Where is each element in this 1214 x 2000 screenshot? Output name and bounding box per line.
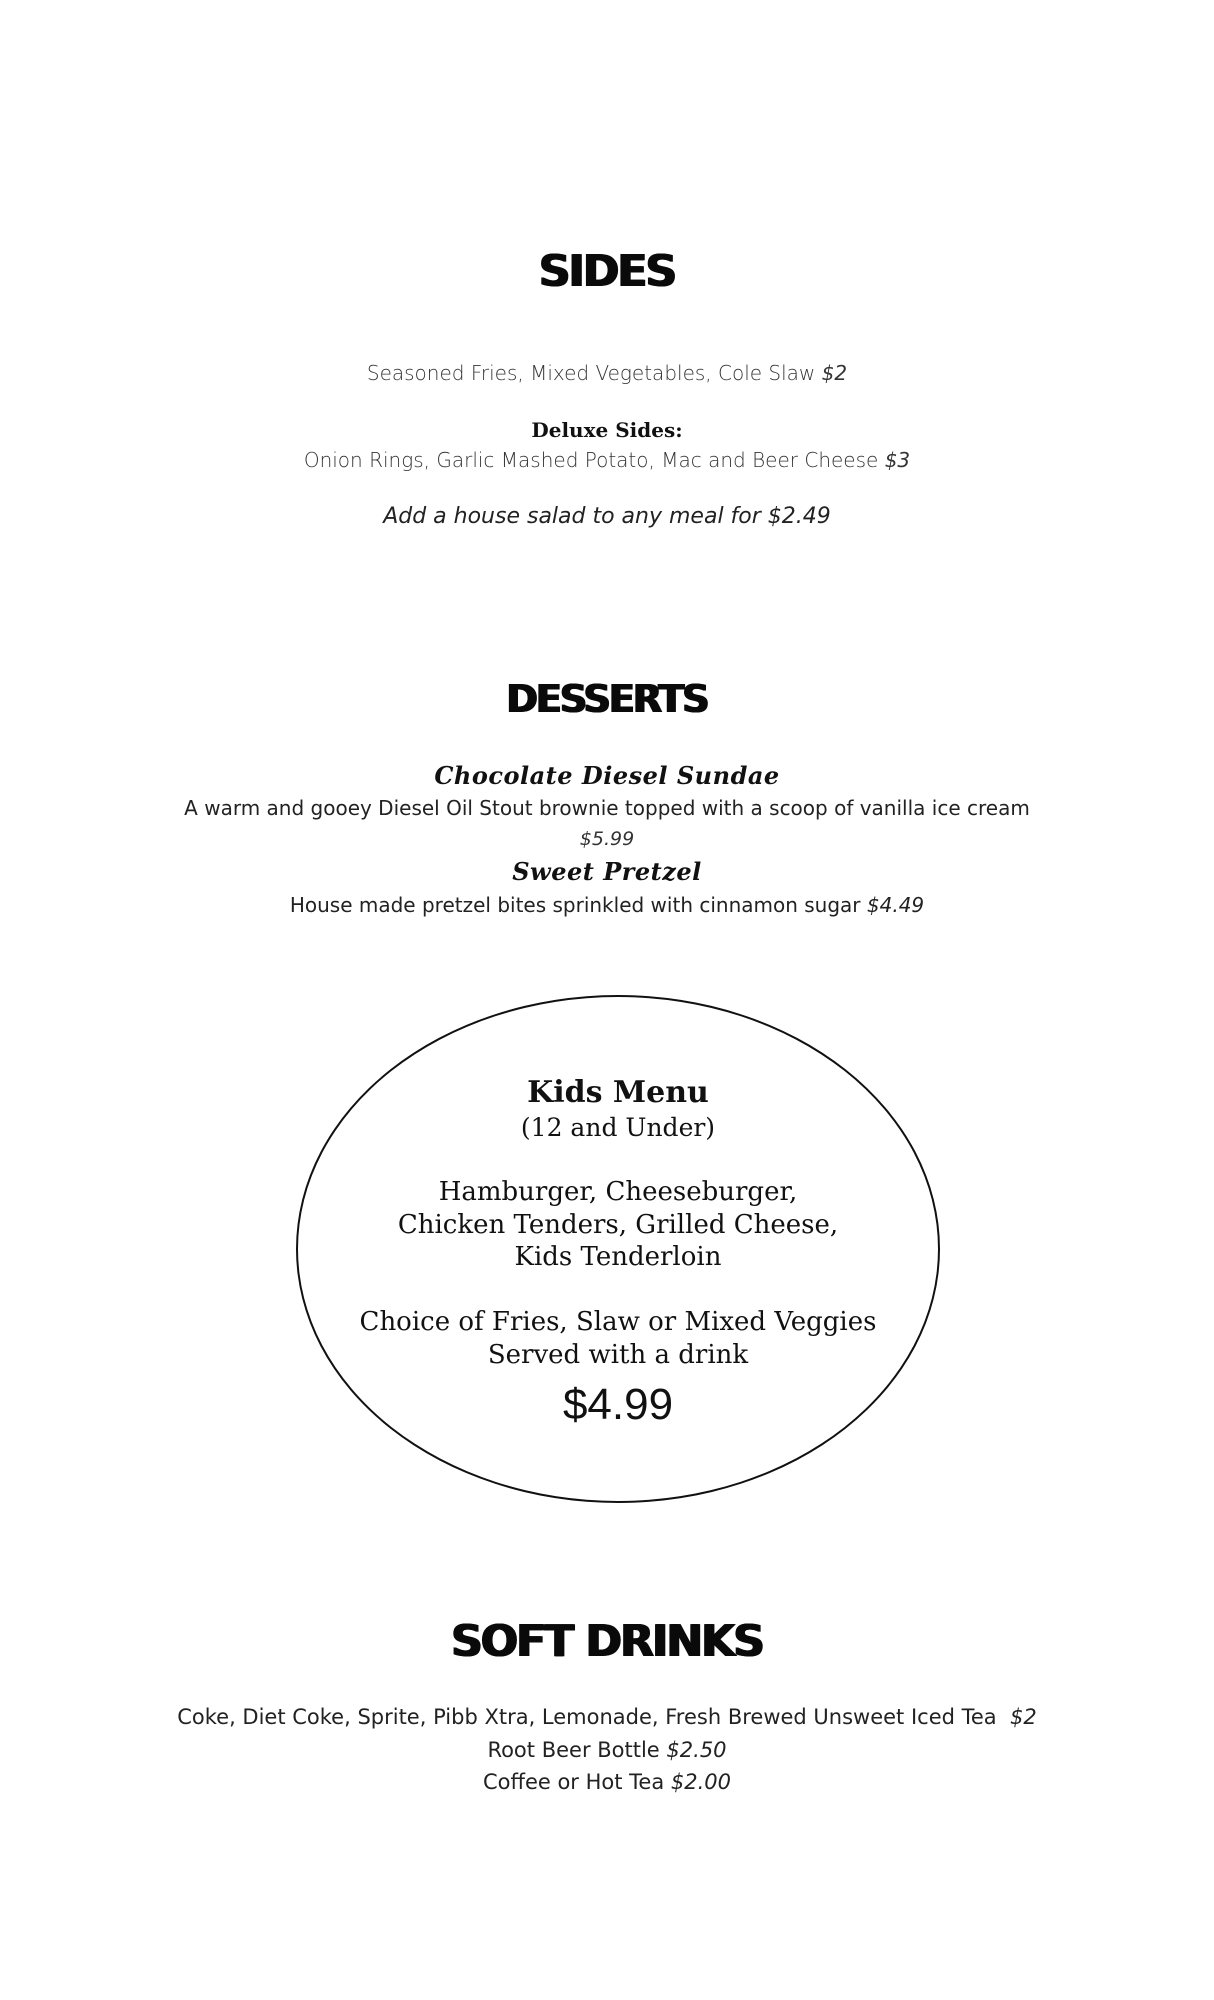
soft-drinks-line xyxy=(0,1705,1214,1729)
dessert-item-description: House made pretzel bites sprinkled with cinnamon sugar xyxy=(289,893,861,917)
dessert-item-name: Sweet Pretzel xyxy=(512,857,702,886)
sides-basic-price: $2 xyxy=(821,361,848,385)
kids-menu-items-line: Hamburger, Cheeseburger, xyxy=(438,1177,798,1207)
coffee-tea-price: $2.00 xyxy=(670,1770,732,1794)
kids-menu-choice-line: Choice of Fries, Slaw or Mixed Veggies xyxy=(359,1307,877,1337)
kids-menu-price: $4.99 xyxy=(562,1380,674,1429)
soft-drinks-heading: SOFT DRINKS xyxy=(451,1616,763,1667)
kids-menu-items-line: Chicken Tenders, Grilled Cheese, xyxy=(397,1210,839,1240)
root-beer-line xyxy=(0,1738,1214,1762)
root-beer-item: Root Beer Bottle xyxy=(487,1738,660,1762)
desserts-heading: DESSERTS xyxy=(506,677,708,721)
kids-menu-title: Kids Menu xyxy=(527,1075,709,1110)
dessert-item-line xyxy=(0,893,1214,917)
dessert-item-description: A warm and gooey Diesel Oil Stout brownie topped with a scoop of vanilla ice cream xyxy=(184,796,1030,820)
dessert-item-name: Chocolate Diesel Sundae xyxy=(434,761,780,790)
soft-drinks-items: Coke, Diet Coke, Sprite, Pibb Xtra, Lemonade, Fresh Brewed Unsweet Iced Tea xyxy=(177,1705,997,1729)
kids-menu-age-note: (12 and Under) xyxy=(520,1113,716,1142)
root-beer-price: $2.50 xyxy=(666,1738,727,1762)
coffee-tea-line xyxy=(0,1770,1214,1794)
kids-menu-served-line: Served with a drink xyxy=(487,1340,749,1370)
sides-heading: SIDES xyxy=(538,246,676,297)
dessert-item-price: $4.49 xyxy=(866,893,925,917)
deluxe-sides-line xyxy=(0,448,1214,472)
kids-menu-items-line: Kids Tenderloin xyxy=(514,1242,722,1272)
dessert-item-price: $5.99 xyxy=(579,828,635,850)
coffee-tea-item: Coffee or Hot Tea xyxy=(482,1770,665,1794)
house-salad-note: Add a house salad to any meal for $2.49 xyxy=(383,504,831,529)
deluxe-sides-items: Onion Rings, Garlic Mashed Potato, Mac and Beer Cheese xyxy=(303,448,879,472)
sides-basic-items: Seasoned Fries, Mixed Vegetables, Cole Slaw xyxy=(366,361,816,385)
deluxe-sides-label: Deluxe Sides: xyxy=(531,418,683,442)
soft-drinks-price: $2 xyxy=(1010,1705,1037,1729)
sides-basic-line xyxy=(0,361,1214,385)
deluxe-sides-price: $3 xyxy=(884,448,911,472)
